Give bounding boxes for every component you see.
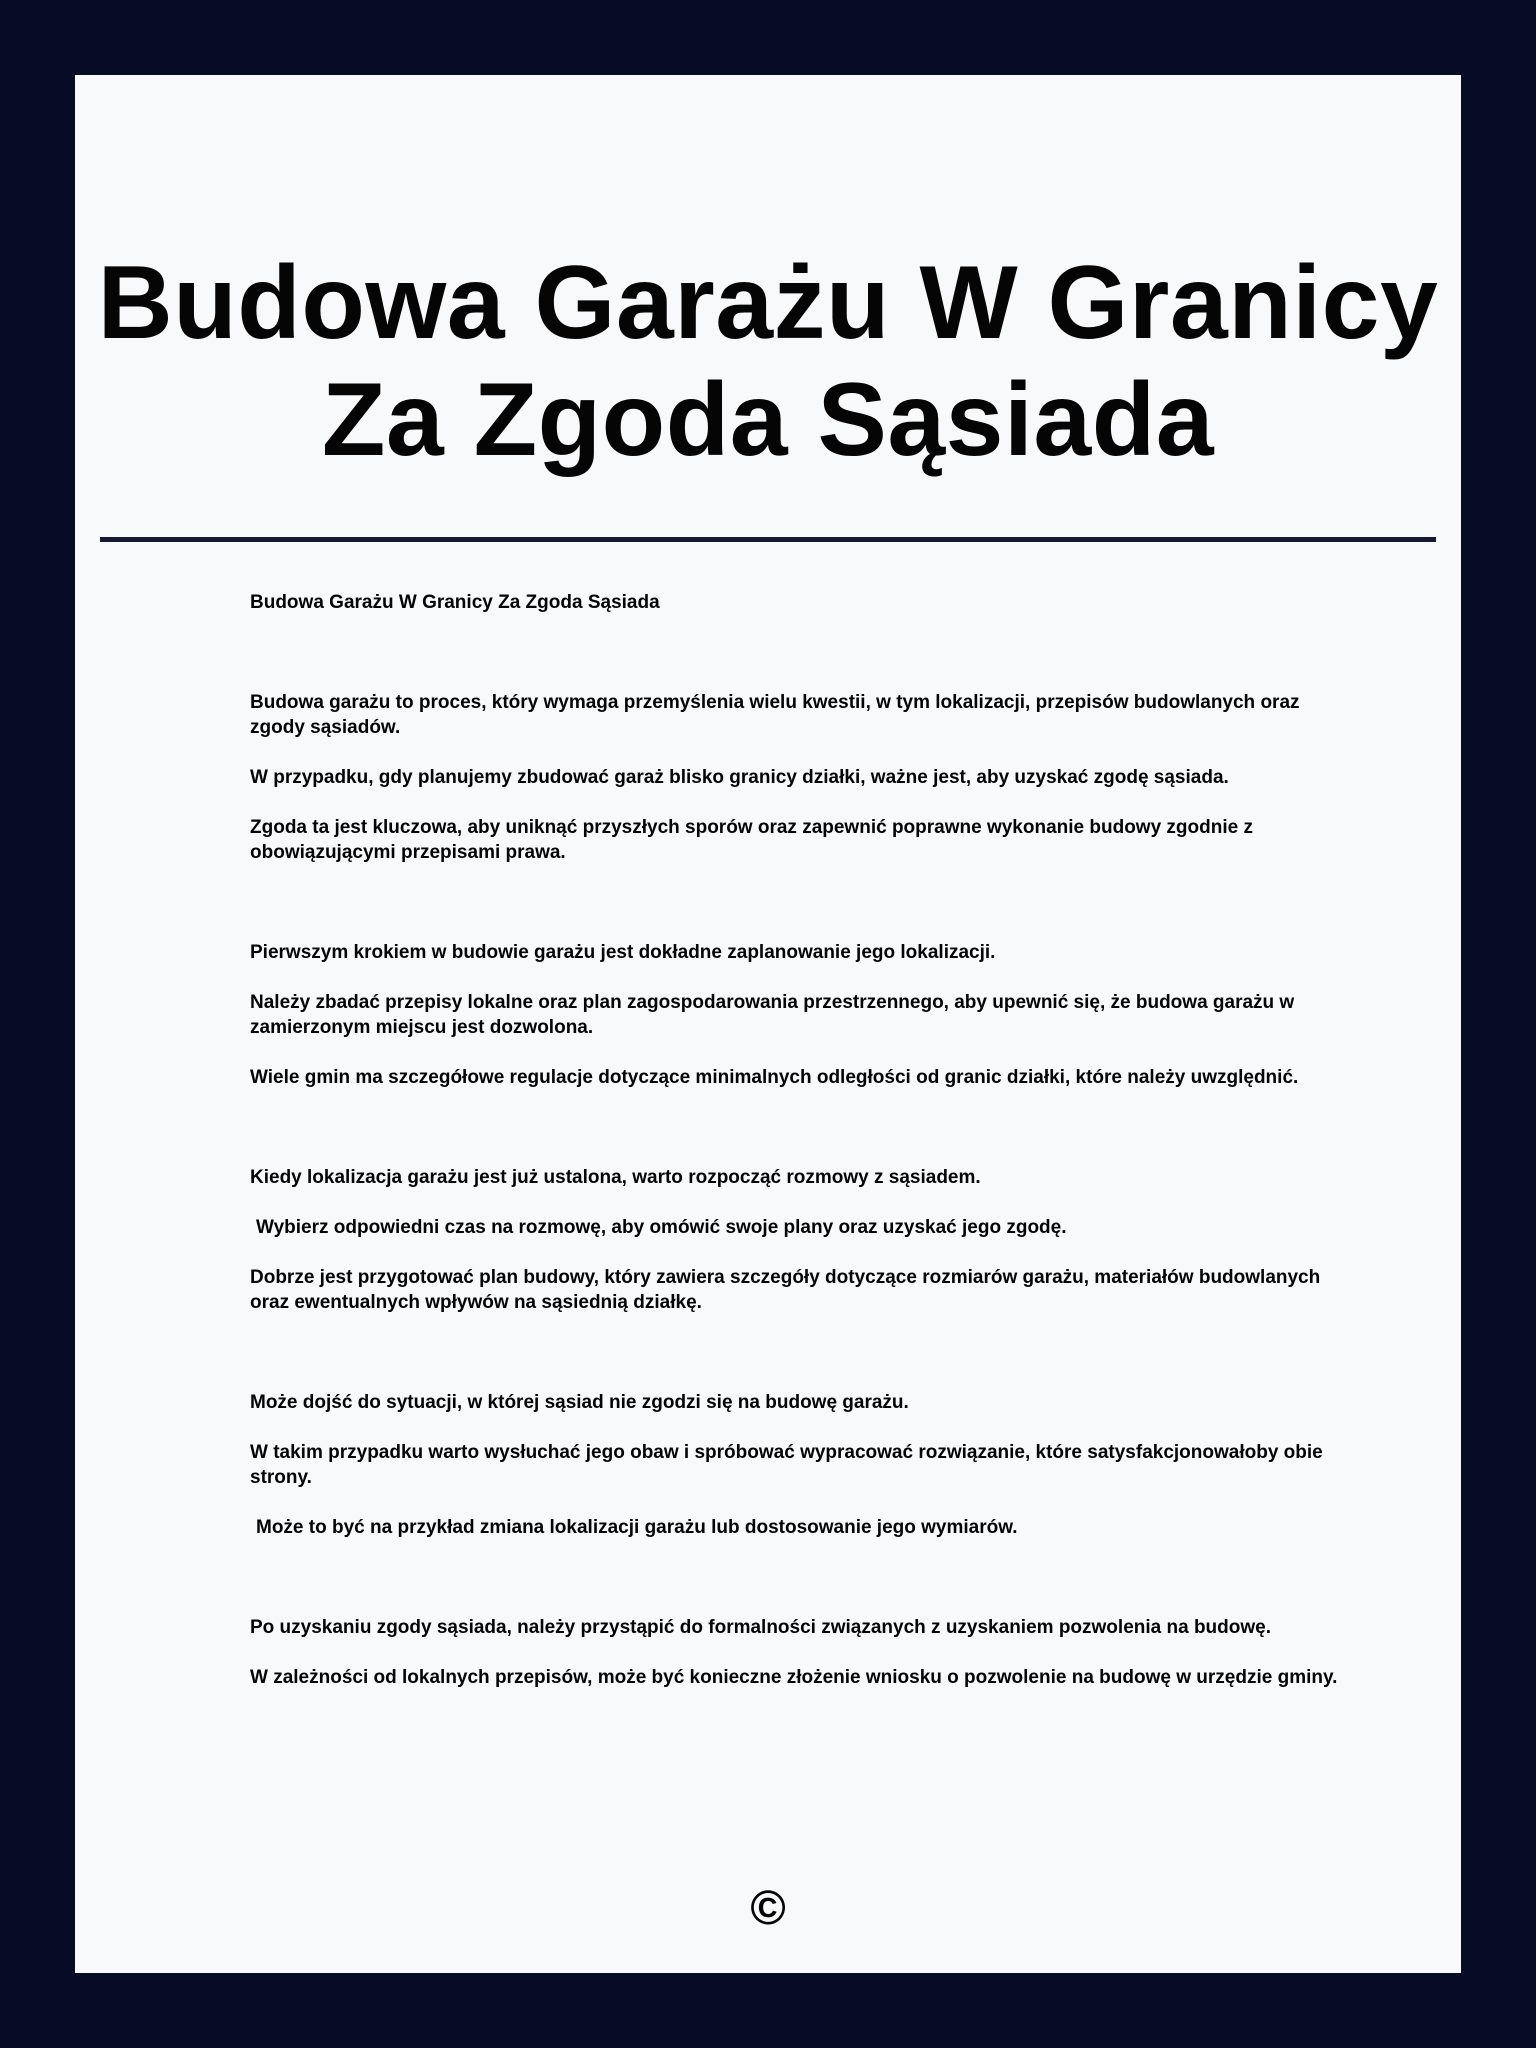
title-divider: [100, 537, 1436, 542]
article-section-4: [250, 1390, 1350, 1540]
page-title-line-1: Budowa Garażu W Granicy: [97, 245, 1439, 361]
document-page: [75, 75, 1461, 1973]
paragraph: W przypadku, gdy planujemy zbudować garaż blisko granicy działki, ważne jest, aby uzyskać zgodę sąsiada.: [250, 767, 1229, 788]
paragraph: Może dojść do sytuacji, w której sąsiad nie zgodzi się na budowę garażu.: [250, 1392, 909, 1413]
copyright-icon: ©: [750, 1882, 786, 1935]
article-section-5: [250, 1615, 1350, 1690]
paragraph: Budowa garażu to proces, który wymaga przemyślenia wielu kwestii, w tym lokalizacji, przepisów budowlanych oraz zgody sąsiadów.: [250, 692, 1300, 738]
paragraph: Może to być na przykład zmiana lokalizacji garażu lub dostosowanie jego wymiarów.: [256, 1517, 1018, 1538]
paragraph: Kiedy lokalizacja garażu jest już ustalona, warto rozpocząć rozmowy z sąsiadem.: [250, 1167, 981, 1188]
article-section-1: [250, 690, 1350, 865]
article-subtitle: Budowa Garażu W Granicy Za Zgoda Sąsiada: [250, 592, 660, 613]
article-section-3: [250, 1165, 1350, 1315]
page-title: [75, 245, 1461, 479]
paragraph: Zgoda ta jest kluczowa, aby uniknąć przyszłych sporów oraz zapewnić poprawne wykonanie budowy zgodnie z obowiązującymi przepisami prawa.: [250, 817, 1253, 863]
paragraph: Wybierz odpowiedni czas na rozmowę, aby omówić swoje plany oraz uzyskać jego zgodę.: [256, 1217, 1067, 1238]
paragraph: Po uzyskaniu zgody sąsiada, należy przystąpić do formalności związanych z uzyskaniem pozwolenia na budowę.: [250, 1617, 1271, 1638]
paragraph: W takim przypadku warto wysłuchać jego obaw i spróbować wypracować rozwiązanie, które satysfakcjonowałoby obie strony.: [250, 1442, 1323, 1488]
paragraph: Należy zbadać przepisy lokalne oraz plan zagospodarowania przestrzennego, aby upewnić się, że budowa garażu w zamierzonym miejscu jest dozwolona.: [250, 992, 1295, 1038]
paragraph: Dobrze jest przygotować plan budowy, który zawiera szczegóły dotyczące rozmiarów garażu, materiałów budowlanych oraz ewentualnych wpływów na sąsiednią działkę.: [250, 1267, 1321, 1313]
article-section-2: [250, 940, 1350, 1090]
paragraph: W zależności od lokalnych przepisów, może być konieczne złożenie wniosku o pozwolenie na budowę w urzędzie gminy.: [250, 1667, 1338, 1688]
paragraph: Pierwszym krokiem w budowie garażu jest dokładne zaplanowanie jego lokalizacji.: [250, 942, 996, 963]
article-body: [250, 590, 1350, 1690]
paragraph: Wiele gmin ma szczegółowe regulacje dotyczące minimalnych odległości od granic działki, które należy uwzględnić.: [250, 1067, 1299, 1088]
page-title-line-2: Za Zgoda Sąsiada: [321, 362, 1215, 478]
